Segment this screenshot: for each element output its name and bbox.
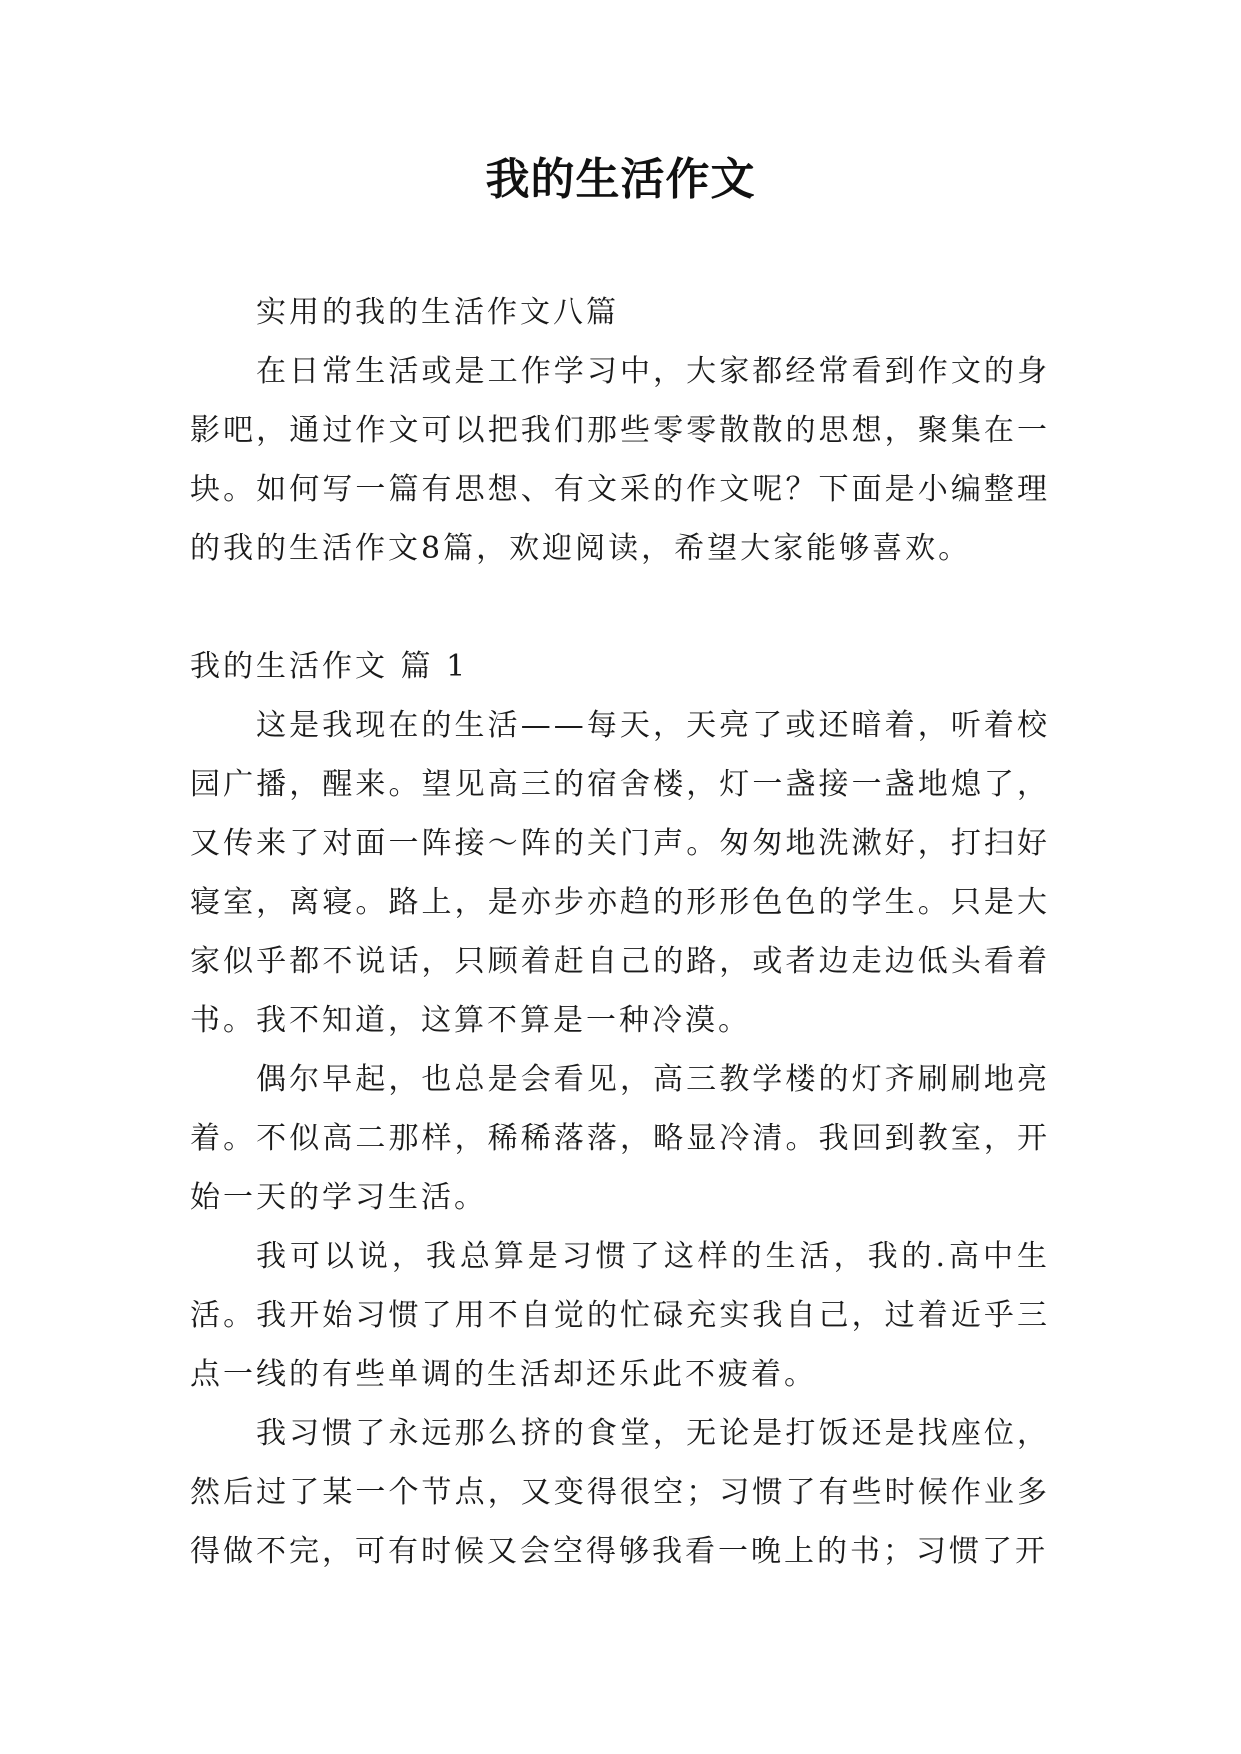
section-spacer xyxy=(190,578,1050,637)
document-body xyxy=(190,283,1050,1581)
document-subtitle: 实用的我的生活作文八篇 xyxy=(256,295,619,330)
section-heading: 我的生活作文 篇 1 xyxy=(190,649,469,684)
intro-paragraph: 在日常生活或是工作学习中，大家都经常看到作文的身影吧，通过作文可以把我们那些零零散散的思想，聚集在一块。如何写一篇有思想、有文采的作文呢？下面是小编整理的我的生活作文8篇，欢迎阅读，希望大家能够喜欢。 xyxy=(190,354,1050,566)
body-paragraph-2: 偶尔早起，也总是会看见，高三教学楼的灯齐刷刷地亮着。不似高二那样，稀稀落落，略显冷清。我回到教室，开始一天的学习生活。 xyxy=(190,1062,1050,1215)
document-title: 我的生活作文 xyxy=(485,154,756,205)
body-paragraph-4: 我习惯了永远那么挤的食堂，无论是打饭还是找座位，然后过了某一个节点，又变得很空；习惯了有些时候作业多得做不完，可有时候又会空得够我看一晚上的书；习惯了开 xyxy=(190,1416,1050,1569)
body-paragraph-1: 这是我现在的生活——每天，天亮了或还暗着，听着校园广播，醒来。望见高三的宿舍楼，灯一盏接一盏地熄了，又传来了对面一阵接～阵的关门声。匆匆地洗漱好，打扫好寝室，离寝。路上，是亦步亦趋的形形色色的学生。只是大家似乎都不说话，只顾着赶自己的路，或者边走边低头看着书。我不知道，这算不算是一种冷漠。 xyxy=(190,708,1050,1038)
body-paragraph-3: 我可以说，我总算是习惯了这样的生活，我的.高中生活。我开始习惯了用不自觉的忙碌充实我自己，过着近乎三点一线的有些单调的生活却还乐此不疲着。 xyxy=(190,1239,1050,1392)
